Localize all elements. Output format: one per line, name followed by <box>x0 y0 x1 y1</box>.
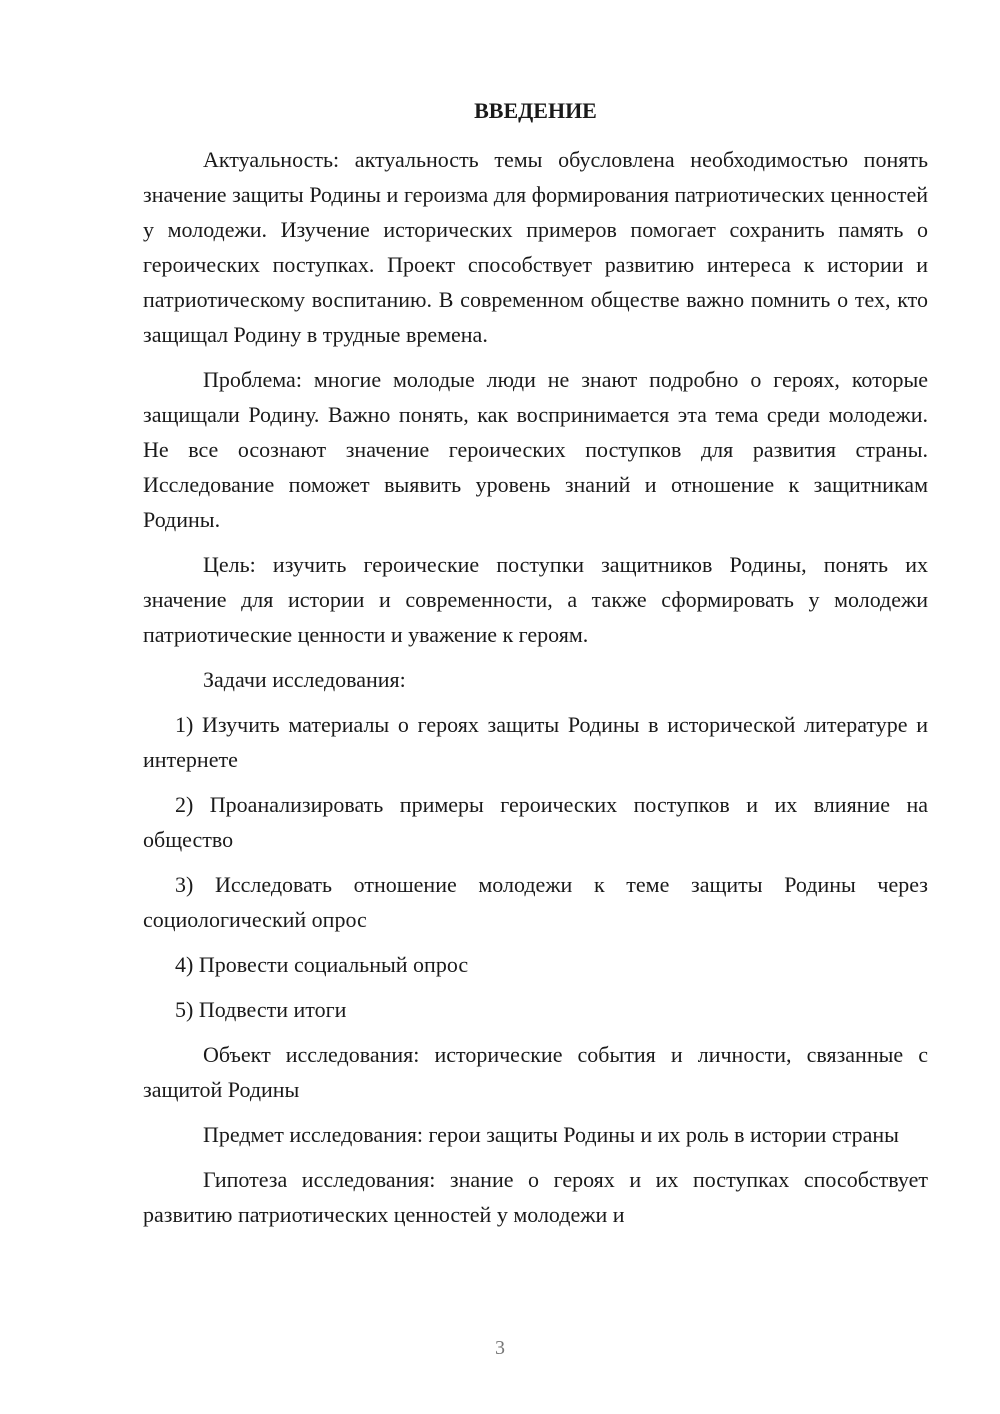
document-body <box>143 142 928 1232</box>
section-title: ВВЕДЕНИЕ <box>474 98 597 123</box>
problem-paragraph: Проблема: многие молодые люди не знают подробно о героях, которые защищали Родину. Важно понять, как воспринимается эта тема среди молодежи. Не все осознают значение героических поступков для развития страны. Исследование поможет выявить уровень знаний и отношение к защитникам Родины. <box>143 367 928 532</box>
task-item-3: 3) Исследовать отношение молодежи к теме защиты Родины через социологический опрос <box>143 872 928 932</box>
task-item-2: 2) Проанализировать примеры героических поступков и их влияние на общество <box>143 792 928 852</box>
task-item-5: 5) Подвести итоги <box>175 997 347 1022</box>
relevance-paragraph: Актуальность: актуальность темы обусловлена необходимостью понять значение защиты Родины и героизма для формирования патриотических ценностей у молодежи. Изучение исторических примеров помогает сохранить память о героических поступках. Проект способствует развитию интереса к истории и патриотическому воспитанию. В современном обществе важно помнить о тех, кто защищал Родину в трудные времена. <box>143 147 928 347</box>
task-item-4: 4) Провести социальный опрос <box>175 952 469 977</box>
research-object-paragraph: Объект исследования: исторические события и личности, связанные с защитой Родины <box>143 1042 928 1102</box>
task-item-1: 1) Изучить материалы о героях защиты Родины в исторической литературе и интернете <box>143 712 928 772</box>
hypothesis-paragraph: Гипотеза исследования: знание о героях и их поступках способствует развитию патриотических ценностей у молодежи и <box>143 1167 928 1227</box>
page-number: 3 <box>495 1337 505 1359</box>
research-subject-paragraph: Предмет исследования: герои защиты Родины и их роль в истории страны <box>203 1122 899 1147</box>
tasks-heading: Задачи исследования: <box>203 667 406 692</box>
goal-paragraph: Цель: изучить героические поступки защитников Родины, понять их значение для истории и современности, а также сформировать у молодежи патриотические ценности и уважение к героям. <box>143 552 928 647</box>
